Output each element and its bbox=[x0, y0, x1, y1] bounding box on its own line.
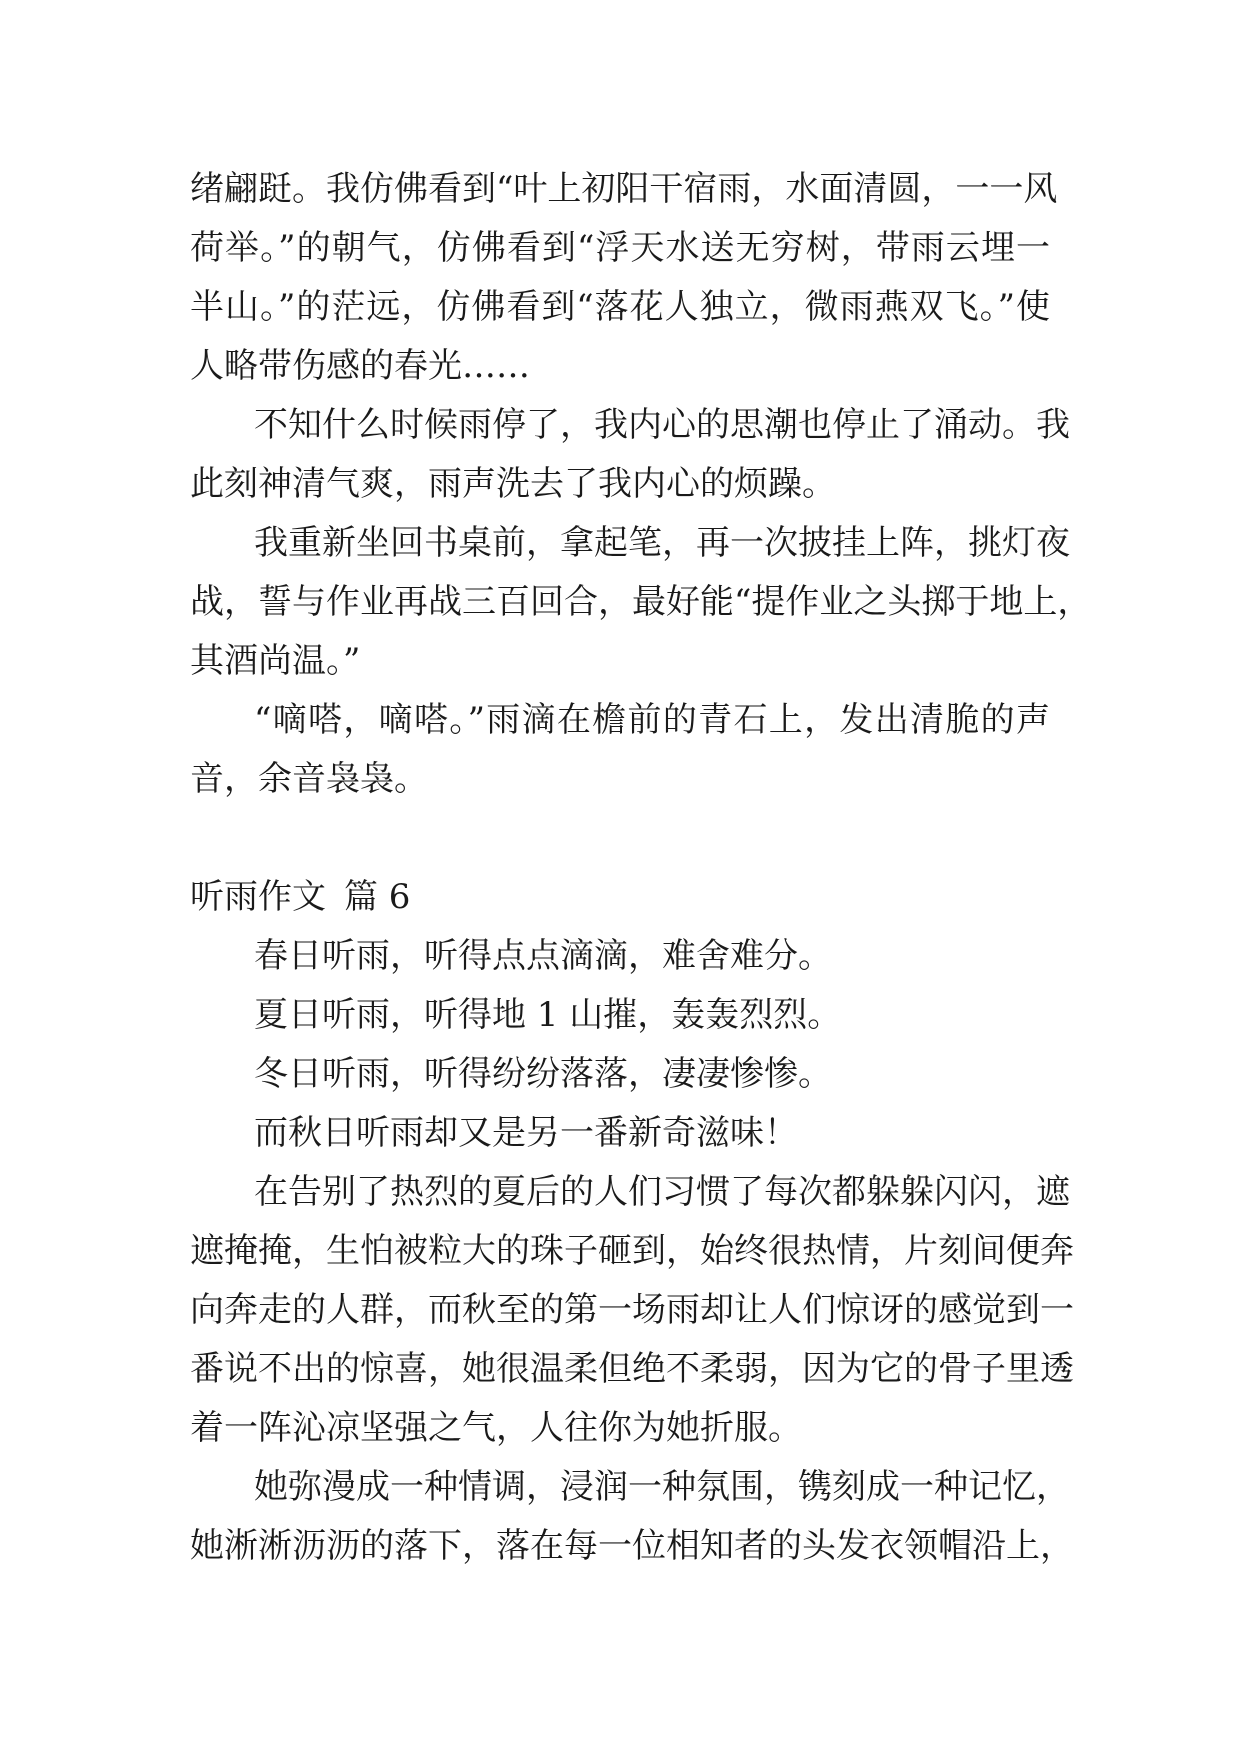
text-line: 战，誓与作业再战三百回合，最好能“提作业之头掷于地上， bbox=[190, 582, 1092, 622]
text-line: 我重新坐回书桌前，拿起笔，再一次披挂上阵，挑灯夜 bbox=[254, 523, 1070, 563]
paragraph bbox=[190, 927, 1050, 986]
text-line: 冬日听雨，听得纷纷落落，凄凄惨惨。 bbox=[254, 1054, 832, 1094]
text-line: 她弥漫成一种情调，浸润一种氛围，镌刻成一种记忆， bbox=[254, 1467, 1070, 1507]
paragraph bbox=[190, 514, 1092, 691]
text-line: 半山。”的茫远，仿佛看到“落花人独立，微雨燕双飞。”使 bbox=[190, 287, 1050, 327]
text-line: 向奔走的人群，而秋至的第一场雨却让人们惊讶的感觉到一 bbox=[190, 1290, 1074, 1330]
text-line: 而秋日听雨却又是另一番新奇滋味！ bbox=[254, 1113, 798, 1153]
text-line: 在告别了热烈的夏后的人们习惯了每次都躲躲闪闪，遮 bbox=[254, 1172, 1070, 1212]
text-line: 荷举。”的朝气，仿佛看到“浮天水送无穷树，带雨云埋一 bbox=[190, 228, 1050, 268]
paragraph bbox=[190, 986, 1050, 1045]
paragraph bbox=[190, 1104, 1050, 1163]
text-line: 夏日听雨，听得地 1 山摧，轰轰烈烈。 bbox=[254, 995, 842, 1035]
paragraph bbox=[190, 396, 1070, 514]
paragraph bbox=[190, 1458, 1074, 1576]
text-line: 绪翩跹。我仿佛看到“叶上初阳干宿雨，水面清圆，一一风 bbox=[190, 169, 1058, 209]
text-line: 遮掩掩，生怕被粒大的珠子砸到，始终很热情，片刻间便奔 bbox=[190, 1231, 1074, 1271]
heading-title: 听雨作文 bbox=[190, 877, 326, 917]
text-line: 春日听雨，听得点点滴滴，难舍难分。 bbox=[254, 936, 832, 976]
paragraph bbox=[190, 691, 1050, 809]
text-line: 番说不出的惊喜，她很温柔但绝不柔弱，因为它的骨子里透 bbox=[190, 1349, 1074, 1389]
heading-label: 篇 6 bbox=[344, 877, 411, 917]
paragraph bbox=[190, 1045, 1050, 1104]
blank-line bbox=[190, 809, 1050, 868]
paragraph bbox=[190, 1163, 1074, 1458]
text-line: 着一阵沁凉坚强之气，人往你为她折服。 bbox=[190, 1408, 802, 1448]
document-body bbox=[190, 160, 1092, 1576]
text-line: “嘀嗒，嘀嗒。”雨滴在檐前的青石上，发出清脆的声 bbox=[254, 700, 1050, 740]
text-line: 不知什么时候雨停了，我内心的思潮也停止了涌动。我 bbox=[254, 405, 1070, 445]
text-line: 人略带伤感的春光…… bbox=[190, 346, 530, 386]
text-line: 其酒尚温。” bbox=[190, 641, 361, 681]
text-line: 此刻神清气爽，雨声洗去了我内心的烦躁。 bbox=[190, 464, 836, 504]
paragraph bbox=[190, 160, 1058, 396]
section-heading bbox=[190, 868, 1050, 927]
text-line: 音，余音袅袅。 bbox=[190, 759, 428, 799]
text-line: 她淅淅沥沥的落下，落在每一位相知者的头发衣领帽沿上， bbox=[190, 1526, 1074, 1566]
